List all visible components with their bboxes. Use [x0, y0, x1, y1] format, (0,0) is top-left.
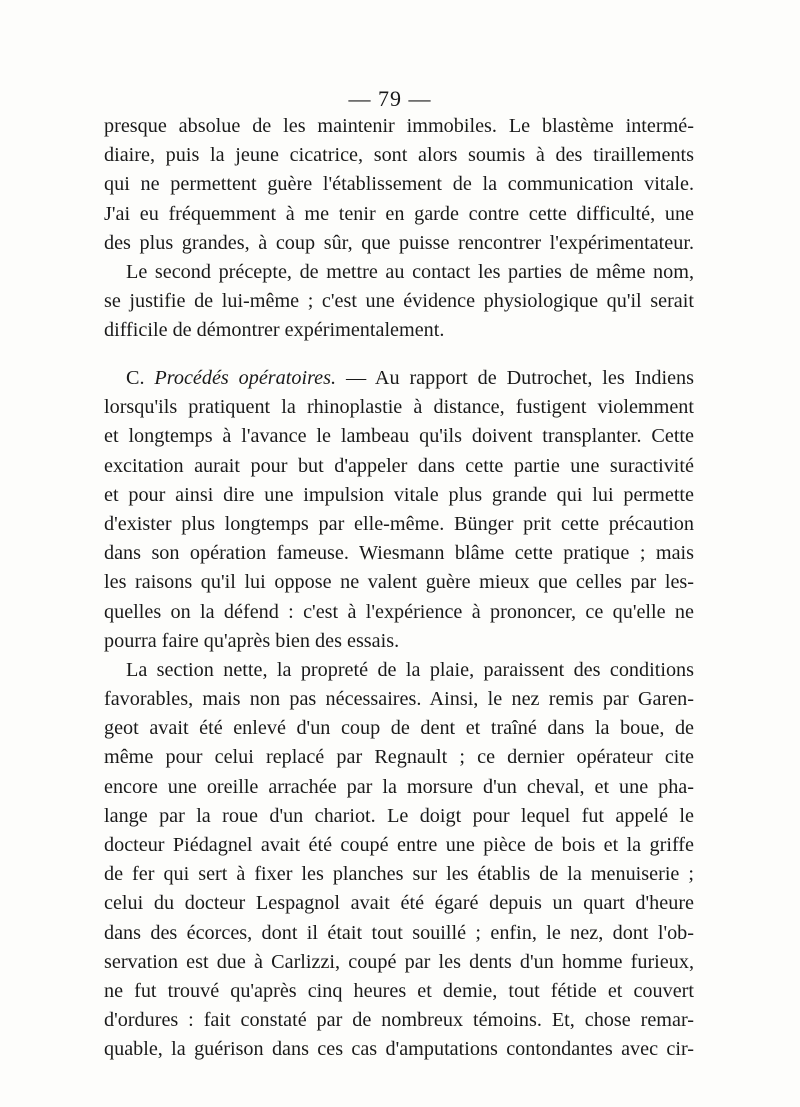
text-line: quable, la guérison dans ces cas d'amputations contondantes avec cir-	[104, 1038, 694, 1061]
paragraph-2	[104, 258, 694, 346]
text-line: J'ai eu fréquemment à me tenir en garde contre cette difficulté, une	[104, 202, 694, 225]
text-line: favorables, mais non pas nécessaires. Ainsi, le nez remis par Garen-	[104, 688, 694, 711]
text-line: celui du docteur Lespagnol avait été égaré depuis un quart d'heure	[104, 892, 694, 915]
text-line: excitation aurait pour but d'appeler dans cette partie une suractivité	[104, 454, 694, 477]
text-line: lange par la roue d'un chariot. Le doigt pour lequel fut appelé le	[104, 804, 694, 827]
text-block-lower	[104, 364, 694, 1065]
text-line: même pour celui replacé par Regnault ; ce dernier opérateur cite	[104, 746, 694, 769]
text-line: dans des écorces, dont il était tout souillé ; enfin, le nez, dont l'ob-	[104, 921, 694, 944]
text-line: geot avait été enlevé d'un coup de dent et traîné dans la boue, de	[104, 717, 694, 740]
text-line: encore une oreille arrachée par la morsure d'un cheval, et une pha-	[104, 775, 694, 798]
section-heading-line	[104, 364, 694, 393]
text-line: presque absolue de les maintenir immobiles. Le blastème intermé-	[104, 115, 694, 137]
text-line: Le second précepte, de mettre au contact les parties de même nom,	[126, 260, 694, 283]
text-line: quelles on la défend : c'est à l'expérience à prononcer, ce qu'elle ne	[104, 600, 694, 623]
text-line: La section nette, la propreté de la plaie, paraissent des conditions	[126, 658, 694, 681]
text-line: lorsqu'ils pratiquent la rhinoplastie à distance, fustigent violemment	[104, 396, 694, 419]
text-line: et pour ainsi dire une impulsion vitale plus grande qui lui permette	[104, 483, 694, 506]
text-line: docteur Piédagnel avait été coupé entre une pièce de bois et la griffe	[104, 834, 694, 856]
text-line: pourra faire qu'après bien des essais.	[104, 629, 400, 652]
text-line: servation est due à Carlizzi, coupé par les dents d'un homme furieux,	[104, 950, 694, 973]
section-title: Procédés opératoires.	[154, 367, 337, 389]
text-line: de fer qui sert à fixer les planches sur les établis de la menuiserie ;	[104, 863, 694, 886]
page-number: — 79 —	[348, 86, 432, 111]
text-line: se justifie de lui-même ; c'est une évidence physiologique qu'il serait	[104, 290, 694, 313]
paragraph-3	[104, 364, 694, 656]
text-line: des plus grandes, à coup sûr, que puisse rencontrer l'expérimentateur.	[104, 231, 694, 254]
paragraph-4	[104, 656, 694, 1065]
text-line: ne fut trouvé qu'après cinq heures et demie, tout fétide et couvert	[104, 979, 694, 1002]
text-line: d'ordures : fait constaté par de nombreux témoins. Et, chose remar-	[104, 1009, 694, 1032]
text-line: diaire, puis la jeune cicatrice, sont alors soumis à des tiraillements	[104, 144, 694, 167]
text-line: qui ne permettent guère l'établissement de la communication vitale.	[104, 173, 694, 196]
text-line: difficile de démontrer expérimentalement.	[104, 319, 445, 342]
text-line: les raisons qu'il lui oppose ne valent guère mieux que celles par les-	[104, 571, 694, 594]
paragraph-1	[104, 112, 694, 258]
text-line: d'exister plus longtemps par elle-même. Bünger prit cette précaution	[104, 512, 694, 535]
section-label: C.	[126, 367, 145, 389]
section-lead: — Au rapport de Dutrochet, les Indiens	[336, 367, 694, 389]
text-block-upper	[104, 112, 694, 346]
text-line: et longtemps à l'avance le lambeau qu'ils doivent transplanter. Cette	[104, 425, 694, 448]
text-line: dans son opération fameuse. Wiesmann blâme cette pratique ; mais	[104, 542, 694, 565]
